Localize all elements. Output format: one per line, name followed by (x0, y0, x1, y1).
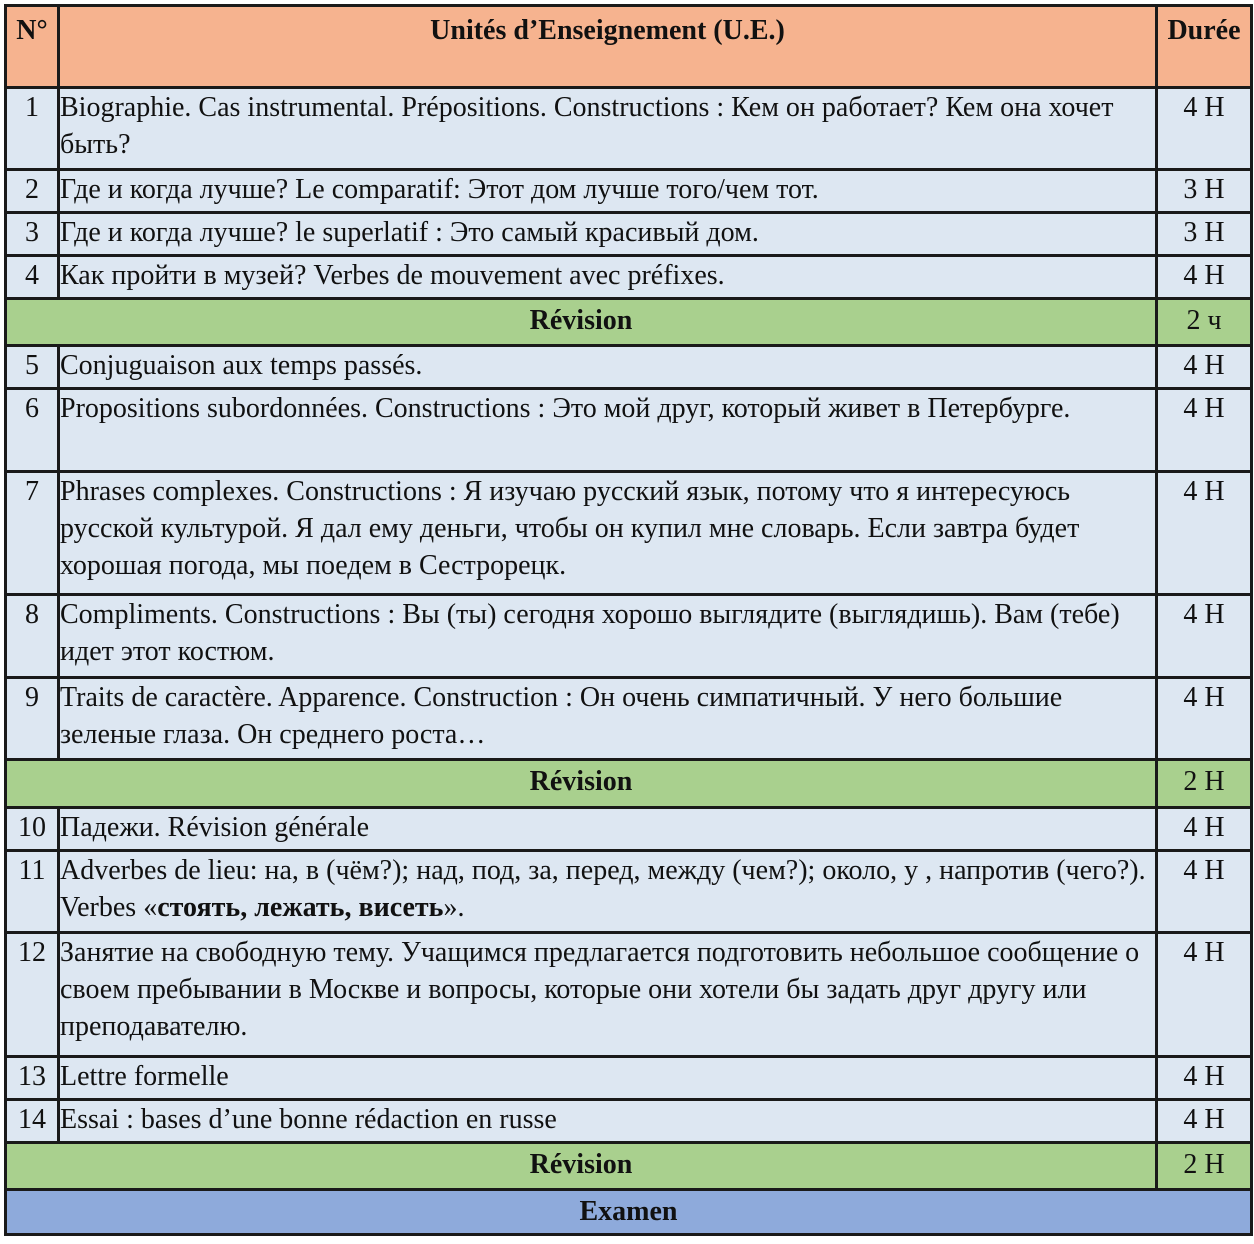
table-row (6, 933, 1252, 1056)
row-number: 12 (6, 933, 59, 1056)
row-number: 1 (6, 87, 59, 170)
row-number: 11 (6, 850, 59, 933)
row-duration: 3 H (1157, 213, 1252, 256)
table-header-row (6, 6, 1252, 88)
course-table (4, 4, 1253, 1236)
exam-label: Examen (6, 1189, 1252, 1234)
row-duration: 4 H (1157, 389, 1252, 472)
row-title: Conjuguaison aux temps passés. (59, 346, 1157, 389)
table-row (6, 213, 1252, 256)
row-title: Занятие на свободную тему. Учащимся предлагается подготовить небольшое сообщение о своем пребывании в Москве и вопросы, которые они хотели бы задать друг другу или преподавателю. (59, 933, 1157, 1056)
table-row (6, 1056, 1252, 1099)
row-title-text: Adverbes de lieu: на, в (чём?); над, под, за, перед, между (чем?); около, у , напротив (чего?). Verbes « (60, 854, 1146, 923)
table-row (6, 170, 1252, 213)
row-duration: 4 H (1157, 807, 1252, 850)
row-title: Phrases complexes. Constructions : Я изучаю русский язык, потому что я интересуюсь русской культурой. Я дал ему деньги, чтобы он купил мне словарь. Если завтра будет хорошая погода, мы поедем в Сестрорецк. (59, 471, 1157, 594)
row-title: Где и когда лучше? Le comparatif: Этот дом лучше того/чем тот. (59, 170, 1157, 213)
row-title: Падежи. Révision générale (59, 807, 1157, 850)
table-row (6, 346, 1252, 389)
table-row (6, 677, 1252, 760)
revision-label: Révision (6, 298, 1157, 345)
table-row (6, 807, 1252, 850)
row-title: Essai : bases d’une bonne rédaction en russe (59, 1099, 1157, 1142)
row-number: 8 (6, 595, 59, 678)
exam-row (6, 1189, 1252, 1234)
row-duration: 4 H (1157, 933, 1252, 1056)
row-title-bold-verbs: стоять, лежать, висеть (157, 891, 444, 923)
row-number: 10 (6, 807, 59, 850)
row-title: Где и когда лучше? le superlatif : Это самый красивый дом. (59, 213, 1157, 256)
row-title: Lettre formelle (59, 1056, 1157, 1099)
table-row (6, 256, 1252, 299)
row-number: 9 (6, 677, 59, 760)
row-number: 7 (6, 471, 59, 594)
table-row (6, 595, 1252, 678)
revision-duration: 2 H (1157, 1142, 1252, 1189)
row-number: 14 (6, 1099, 59, 1142)
row-title: Biographie. Cas instrumental. Prépositions. Constructions : Кем он работает? Кем она хочет быть? (59, 87, 1157, 170)
table-row (6, 389, 1252, 472)
row-title: Traits de caractère. Apparence. Construction : Он очень симпатичный. У него большие зеленые глаза. Он среднего роста… (59, 677, 1157, 760)
row-duration: 4 H (1157, 595, 1252, 678)
row-duration: 4 H (1157, 677, 1252, 760)
row-number: 5 (6, 346, 59, 389)
row-duration: 4 H (1157, 471, 1252, 594)
row-number: 13 (6, 1056, 59, 1099)
row-title: Как пройти в музей? Verbes de mouvement avec préfixes. (59, 256, 1157, 299)
revision-row (6, 298, 1252, 345)
header-number: N° (6, 6, 59, 88)
revision-label: Révision (6, 1142, 1157, 1189)
row-duration: 4 H (1157, 256, 1252, 299)
row-duration: 4 H (1157, 850, 1252, 933)
table-row (6, 850, 1252, 933)
revision-row (6, 760, 1252, 807)
row-duration: 4 H (1157, 87, 1252, 170)
row-duration: 4 H (1157, 346, 1252, 389)
revision-duration: 2 H (1157, 760, 1252, 807)
row-number: 3 (6, 213, 59, 256)
row-title: Compliments. Constructions : Вы (ты) сегодня хорошо выглядите (выглядишь). Вам (тебе) идет этот костюм. (59, 595, 1157, 678)
row-duration: 4 H (1157, 1056, 1252, 1099)
row-number: 2 (6, 170, 59, 213)
row-title: Propositions subordonnées. Constructions : Это мой друг, который живет в Петербурге. (59, 389, 1157, 472)
row-title (59, 850, 1157, 933)
row-number: 6 (6, 389, 59, 472)
header-duration: Durée (1157, 6, 1252, 88)
revision-row (6, 1142, 1252, 1189)
revision-label: Révision (6, 760, 1157, 807)
row-number: 4 (6, 256, 59, 299)
row-duration: 3 H (1157, 170, 1252, 213)
revision-duration: 2 ч (1157, 298, 1252, 345)
table-row (6, 1099, 1252, 1142)
table-row (6, 471, 1252, 594)
row-title-text-end: ». (443, 891, 465, 923)
table-row (6, 87, 1252, 170)
header-title: Unités d’Enseignement (U.E.) (59, 6, 1157, 88)
row-duration: 4 H (1157, 1099, 1252, 1142)
